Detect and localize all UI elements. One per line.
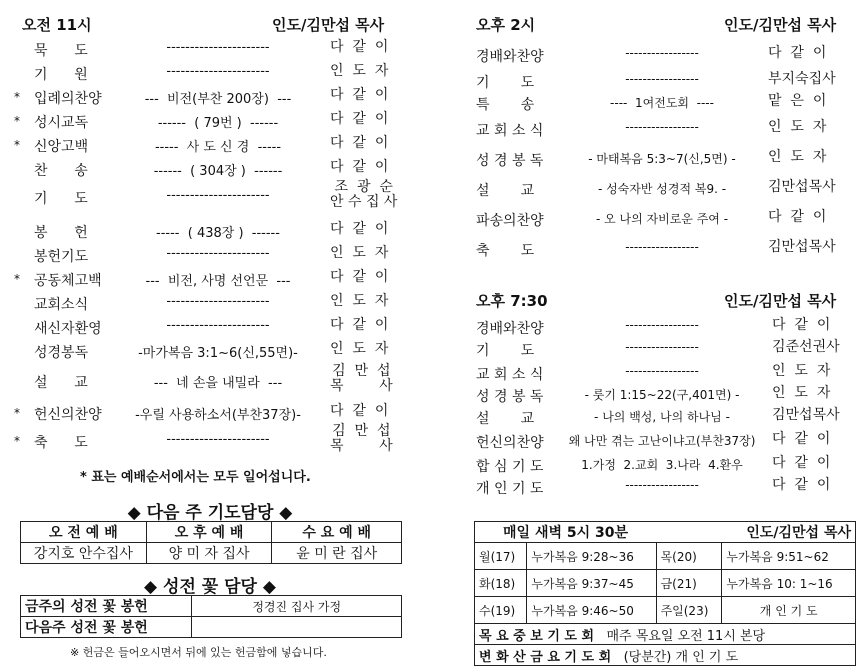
stand-footnote: * 표는 예배순서에서는 모두 일어섭니다.	[80, 470, 311, 485]
morning-service-time: 오전 11시	[22, 16, 92, 34]
order-item-role: 김준선권사	[772, 339, 840, 355]
order-item-detail: -우릴 사용하소서(부찬37장)-	[135, 408, 301, 423]
stand-marker: *	[14, 90, 20, 104]
wed-prayer-label: 목 요 중 보 기 도 회	[479, 628, 595, 644]
prayer-header-wed: 수 요 예 배	[272, 522, 402, 543]
order-item-label: 성 경 봉 독	[476, 153, 544, 169]
order-item-role: 인 도 자	[772, 385, 831, 401]
order-item-role: 맡 은 이	[768, 93, 827, 109]
order-item-label: 교 회 소 식	[476, 123, 544, 139]
prayer-value-pm: 양 미 자 집사	[146, 543, 272, 564]
order-item-role: 조 광 순 안 수 집 사	[330, 179, 398, 210]
order-item-detail: ---- 1여전도회 ----	[610, 96, 714, 110]
wed-prayer-value: 매주 목요일 오전 11시 본당	[606, 628, 766, 644]
order-item-role: 다 같 이	[330, 403, 389, 419]
pm730-service-leader: 인도/김만섭 목사	[724, 292, 837, 310]
order-item-role: 다 같 이	[768, 45, 827, 61]
order-item-role: 다 같 이	[772, 431, 831, 447]
order-item-detail: - 성숙자반 성경적 복9. -	[597, 182, 727, 196]
order-item-label: 헌신의찬양	[476, 435, 544, 451]
order-item-detail: ----------------------	[166, 246, 270, 261]
order-item-role: 다 같 이	[772, 477, 831, 493]
order-item-label: 봉 헌	[34, 225, 88, 241]
order-item-role: 다 같 이	[330, 39, 389, 55]
pm730-service-time: 오후 7:30	[476, 292, 548, 310]
order-item-role: 다 같 이	[330, 317, 389, 333]
order-item-label: 기 도	[476, 75, 535, 91]
order-item-label: 합 심 기 도	[476, 459, 544, 475]
order-item-label: 성 경 봉 독	[476, 389, 544, 405]
order-item-role: 인 도 자	[330, 293, 389, 309]
order-item-detail: ----------------------	[166, 40, 270, 55]
prayer-table	[20, 521, 402, 564]
prayer-section-title: ◆ 다음 주 기도담당 ◆	[127, 503, 293, 523]
dawn-table	[474, 521, 856, 666]
dawn-leader: 인도/김만섭 목사	[656, 522, 855, 543]
offering-note: ※ 헌금은 들어오시면서 뒤에 있는 헌금함에 넣습니다.	[70, 646, 327, 659]
order-item-detail: ----------------------	[166, 64, 270, 79]
order-item-detail: -----------------	[625, 240, 699, 254]
order-item-detail: -----------------	[625, 72, 699, 86]
order-item-detail: ------ ( 79번 ) ------	[157, 116, 279, 131]
prayer-header-am: 오 전 예 배	[21, 522, 147, 543]
friday-prayer-row	[475, 645, 856, 666]
order-item-detail: -----------------	[625, 318, 699, 332]
order-item-detail: - 룻기 1:15~22(구,401면) -	[584, 388, 740, 402]
stand-marker: *	[14, 138, 20, 152]
order-item-label: 기 도	[476, 343, 535, 359]
stand-marker: *	[14, 272, 20, 286]
order-item-detail: -----------------	[625, 46, 699, 60]
morning-service-leader: 인도/김만섭 목사	[272, 16, 385, 34]
order-item-label: 개 인 기 도	[476, 481, 544, 497]
order-item-role: 다 같 이	[330, 135, 389, 151]
order-item-role: 다 같 이	[330, 111, 389, 127]
flower-this-week-label: 금주의 성전 꽃 봉헌	[21, 596, 192, 617]
order-item-role: 인 도 자	[772, 363, 831, 379]
order-item-role: 다 같 이	[330, 159, 389, 175]
dawn-text: 누가복음 9:28~36	[527, 543, 656, 570]
order-item-detail: ----- 사 도 신 경 -----	[154, 140, 282, 155]
friday-prayer-label: 변 화 산 금 요 기 도 회	[479, 649, 612, 665]
order-item-label: 기 도	[34, 191, 88, 207]
order-item-role: 다 같 이	[330, 269, 389, 285]
order-item-detail: -----------------	[625, 364, 699, 378]
order-item-label: 입례의찬양	[34, 91, 102, 107]
order-item-role: 인 도 자	[330, 245, 389, 261]
order-item-label: 교 회 소 식	[476, 367, 544, 383]
order-item-role: 다 같 이	[330, 221, 389, 237]
order-item-detail: ----------------------	[166, 188, 270, 203]
order-item-label: 경배와찬양	[476, 49, 544, 65]
order-item-role: 인 도 자	[330, 63, 389, 79]
pm2-service-time: 오후 2시	[476, 16, 536, 34]
stand-marker: *	[14, 406, 20, 420]
order-item-role: 김만섭목사	[768, 239, 836, 255]
prayer-value-wed: 윤 미 란 집사	[272, 543, 402, 564]
pm2-service-leader: 인도/김만섭 목사	[724, 16, 837, 34]
flower-table	[20, 595, 402, 638]
order-item-role: 부지숙집사	[768, 71, 836, 87]
friday-prayer-value: (당분간) 개 인 기 도	[623, 649, 739, 665]
order-item-label: 기 원	[34, 67, 88, 83]
order-item-role: 인 도 자	[768, 119, 827, 135]
flower-this-week-value: 정경진 집사 가정	[192, 596, 402, 617]
order-item-label: 헌신의찬양	[34, 407, 102, 423]
order-item-label: 공동체고백	[34, 273, 102, 289]
order-item-role: 다 같 이	[330, 87, 389, 103]
stand-marker: *	[14, 114, 20, 128]
order-item-label: 성경봉독	[34, 345, 89, 361]
order-item-label: 성시교독	[34, 115, 89, 131]
stand-marker: *	[14, 434, 20, 448]
order-item-label: 찬 송	[34, 163, 88, 179]
dawn-text: 누가복음 9:46~50	[527, 597, 656, 624]
wed-prayer-row	[475, 624, 856, 645]
order-item-role: 김 만 섭 목 사	[330, 363, 393, 394]
order-item-detail: --- 비전(부찬 200장) ---	[144, 92, 292, 107]
order-item-role: 인 도 자	[330, 341, 389, 357]
dawn-day: 월(17)	[475, 543, 527, 570]
order-item-label: 신앙고백	[34, 139, 89, 155]
order-item-role: 김만섭목사	[772, 407, 840, 423]
dawn-day: 금(21)	[656, 570, 722, 597]
order-item-role: 김만섭목사	[768, 179, 836, 195]
order-item-detail: - 오 나의 자비로운 주여 -	[595, 212, 729, 226]
order-item-detail: 1.가정 2.교회 3.나라 4.환우	[581, 458, 743, 472]
order-item-label: 설 교	[34, 375, 88, 391]
order-item-detail: ----------------------	[166, 294, 270, 309]
order-item-label: 봉헌기도	[34, 249, 89, 265]
order-item-label: 축 도	[476, 243, 535, 259]
order-item-label: 경배와찬양	[476, 321, 544, 337]
dawn-day: 화(18)	[475, 570, 527, 597]
dawn-day: 목(20)	[656, 543, 722, 570]
order-item-detail: 왜 나만 겪는 고난이냐고(부찬37장)	[568, 434, 756, 448]
order-item-role: 김 만 섭 목 사	[330, 423, 393, 454]
order-item-label: 특 송	[476, 97, 535, 113]
dawn-text: 누가복음 9:51~62	[722, 543, 856, 570]
prayer-value-am: 강지호 안수집사	[21, 543, 147, 564]
order-item-role: 다 같 이	[772, 455, 831, 471]
dawn-day: 주일(23)	[656, 597, 722, 624]
order-item-label: 교회소식	[34, 297, 89, 313]
order-item-detail: ------ ( 304장 ) ------	[153, 164, 283, 179]
flower-next-week-label: 다음주 성전 꽃 봉헌	[21, 617, 192, 638]
order-item-label: 설 교	[476, 411, 535, 427]
order-item-detail: ----------------------	[166, 318, 270, 333]
prayer-header-pm: 오 후 예 배	[146, 522, 272, 543]
order-item-label: 축 도	[34, 435, 88, 451]
dawn-text: 누가복음 9:37~45	[527, 570, 656, 597]
dawn-text: 누가복음 10: 1~16	[722, 570, 856, 597]
dawn-text: 개 인 기 도	[722, 597, 856, 624]
order-item-role: 다 같 이	[772, 317, 831, 333]
order-item-detail: -----------------	[625, 340, 699, 354]
order-item-detail: -----------------	[625, 478, 699, 492]
order-item-detail: - 나의 백성, 나의 하나님 -	[594, 410, 730, 424]
order-item-detail: ----------------------	[166, 432, 270, 447]
order-item-detail: --- 비전, 사명 선언문 ---	[145, 274, 291, 289]
order-item-label: 묵 도	[34, 43, 88, 59]
order-item-label: 새신자환영	[34, 321, 102, 337]
order-item-role: 다 같 이	[768, 209, 827, 225]
order-item-detail: - 마태복음 5:3~7(신,5면) -	[588, 152, 736, 166]
order-item-detail: -----------------	[625, 120, 699, 134]
order-item-label: 설 교	[476, 183, 535, 199]
order-item-detail: -마가복음 3:1~6(신,55면)-	[138, 346, 298, 361]
order-item-detail: --- 네 손을 내밀라 ---	[153, 376, 283, 391]
flower-section-title: ◆ 성전 꽃 담당 ◆	[144, 577, 276, 597]
flower-next-week-value	[192, 617, 402, 638]
order-item-label: 파송의찬양	[476, 213, 544, 229]
dawn-title: 매일 새벽 5시 30분	[475, 522, 657, 543]
dawn-day: 수(19)	[475, 597, 527, 624]
order-item-role: 인 도 자	[768, 149, 827, 165]
order-item-detail: ----- ( 438장 ) ------	[156, 226, 280, 241]
